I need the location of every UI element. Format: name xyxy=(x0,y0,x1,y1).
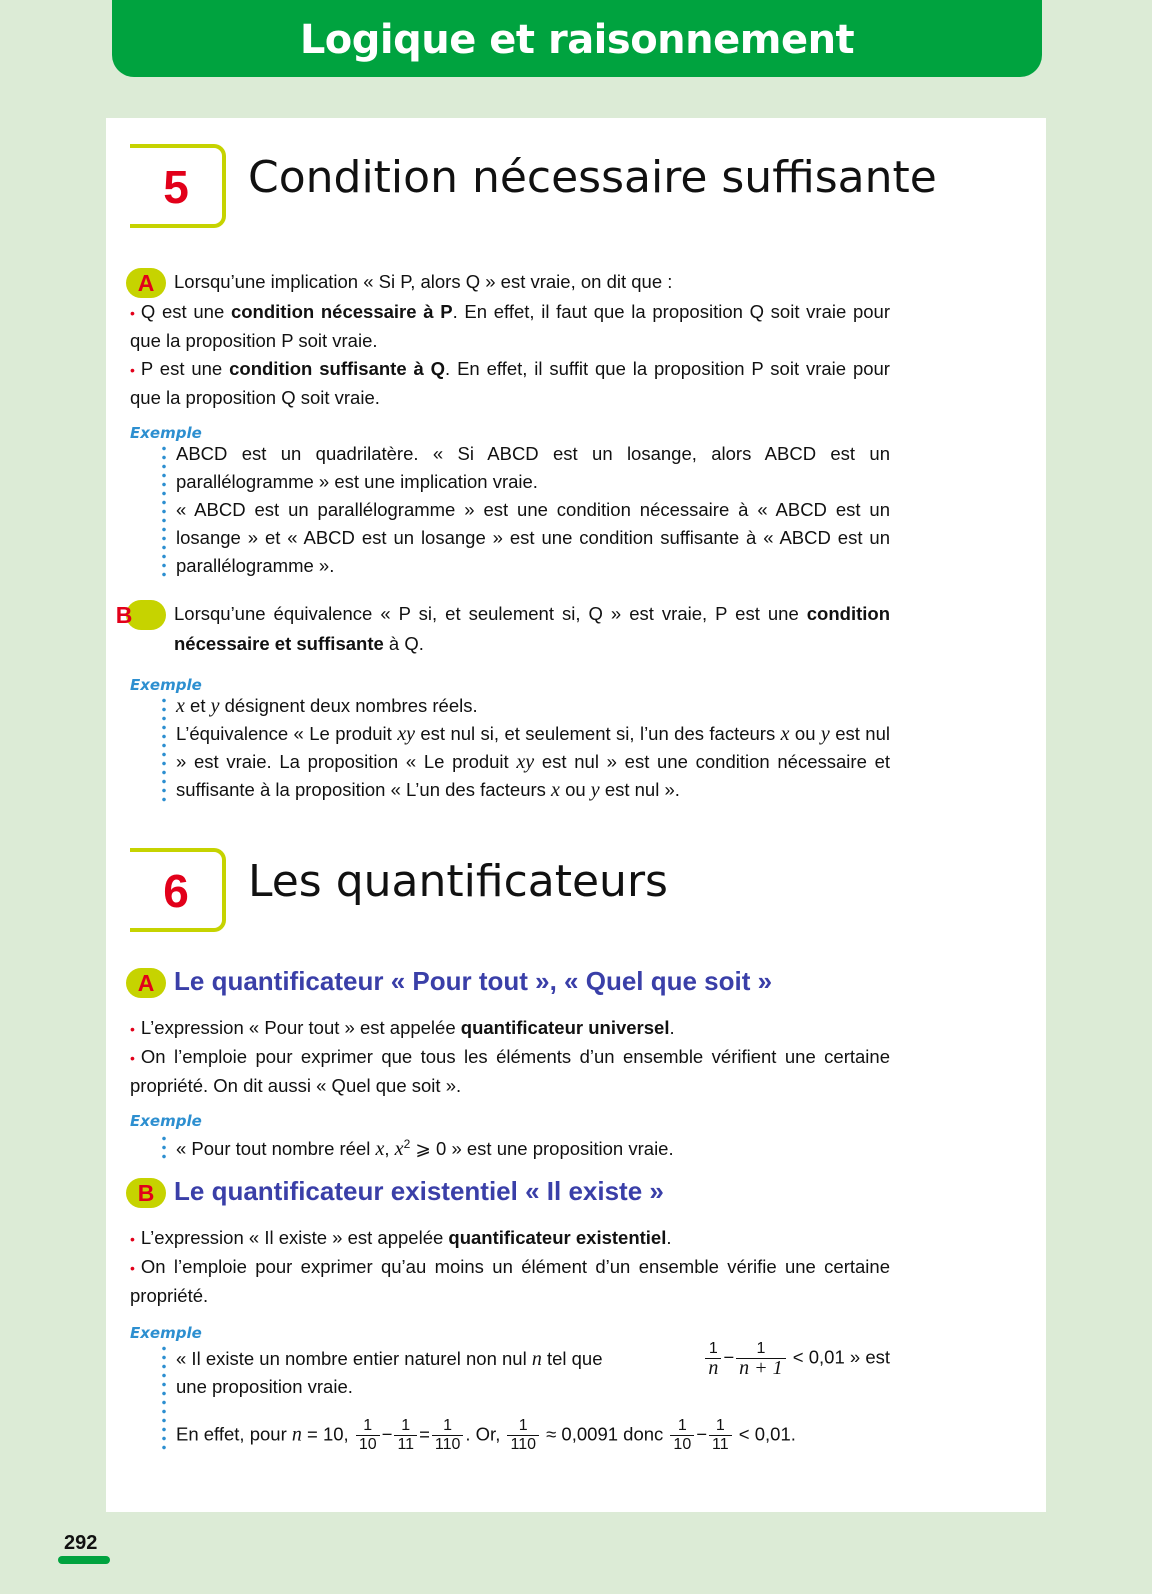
exemple-line: ABCD est un quadrilatère. « Si ABCD est un losange, alors ABCD est un parallélogramme » est une implication vraie. xyxy=(176,443,890,492)
section-5a-text xyxy=(130,268,890,412)
fraction: $\frac{1}{n}$ xyxy=(705,1340,721,1377)
section-title: Les quantificateurs xyxy=(248,856,668,907)
section-title: Condition nécessaire suffisante xyxy=(248,152,937,203)
chapter-title: Logique et raisonnement xyxy=(299,17,855,63)
dotted-rule xyxy=(162,1134,166,1161)
exemple-label: Exemple xyxy=(130,1324,202,1342)
fraction: $\frac{1}{11}$ xyxy=(394,1417,417,1454)
exemple-line: x et y désignent deux nombres réels. xyxy=(176,695,478,717)
intro-text: Lorsqu’une implication « Si P, alors Q » est vraie, on dit que : xyxy=(174,271,673,292)
dotted-rule xyxy=(162,444,166,578)
badge-a: A xyxy=(126,968,166,998)
exemple-line: En effet, pour n = 10, $\frac{1}{10}$ − $\frac{1}{11}$ = $\frac{1}{110}$ . Or, $\frac{1}{110}$ ≈ 0,0091 donc $\frac{1}{10}$ − $\frac{1}{11}$ < 0,01. xyxy=(176,1417,796,1453)
section-6b-text xyxy=(130,1224,890,1310)
exemple-line: une proposition vraie. xyxy=(176,1376,353,1397)
bullet-item: • L’expression « Il existe » est appelée quantificateur existentiel. xyxy=(130,1227,672,1248)
section-number: 5 xyxy=(130,144,226,228)
exemple-block xyxy=(176,1130,890,1163)
page-number-underline xyxy=(58,1556,110,1564)
bullet-item: • On l’emploie pour exprimer qu’au moins un élément d’un ensemble vérifie une certaine propriété. xyxy=(130,1256,890,1306)
content-panel xyxy=(106,118,1046,1512)
fraction: $\frac{1}{110}$ xyxy=(507,1417,539,1454)
dotted-rule xyxy=(162,1344,166,1452)
badge-b: B xyxy=(126,600,166,630)
exemple-line: « Pour tout nombre réel x, $x^2$ ⩾ 0 » est une proposition vraie. xyxy=(176,1137,674,1161)
exemple-line: « Il existe un nombre entier naturel non nul n tel que $\frac{1}{n}$ − $\frac{1}{n + 1}$ < 0,01 » est xyxy=(176,1340,890,1379)
fraction: $\frac{1}{11}$ xyxy=(709,1417,732,1454)
bullet-icon: • xyxy=(130,1050,135,1066)
bullet-icon: • xyxy=(130,1260,135,1276)
exemple-block xyxy=(176,440,890,580)
bullet-item: • Q est une condition nécessaire à P. En effet, il faut que la proposition Q soit vraie pour que la proposition P soit vraie. xyxy=(130,301,890,352)
bullet-item: • P est une condition suffisante à Q. En effet, il suffit que la proposition P soit vraie pour que la proposition Q soit vraie. xyxy=(130,358,890,409)
subsection-6a-title: A Le quantificateur « Pour tout », « Quel que soit » xyxy=(130,966,772,998)
section-number: 6 xyxy=(130,848,226,932)
section-6a-text xyxy=(130,1014,890,1100)
bullet-icon: • xyxy=(130,362,135,379)
section-5-header xyxy=(130,144,937,224)
exemple-block xyxy=(176,1340,890,1454)
fraction: $\frac{1}{110}$ xyxy=(432,1417,464,1454)
dotted-rule xyxy=(162,696,166,802)
bullet-icon: • xyxy=(130,1021,135,1037)
bullet-item: • On l’emploie pour exprimer que tous les éléments d’un ensemble vérifient une certaine propriété. On dit aussi « Quel que soit ». xyxy=(130,1046,890,1096)
bullet-icon: • xyxy=(130,305,135,322)
exemple-label: Exemple xyxy=(130,424,202,442)
section-5b-text: B Lorsqu’une équivalence « P si, et seulement si, Q » est vraie, P est une condition nécessaire et suffisante à Q. xyxy=(115,602,890,655)
badge-a: A xyxy=(126,268,166,298)
exemple-block xyxy=(176,692,890,804)
bullet-item: • L’expression « Pour tout » est appelée quantificateur universel. xyxy=(130,1017,675,1038)
section-6-header xyxy=(130,848,930,928)
chapter-banner xyxy=(112,0,1042,77)
page-number: 292 xyxy=(64,1532,98,1554)
bullet-icon: • xyxy=(130,1231,135,1247)
badge-b: B xyxy=(126,1178,166,1208)
exemple-line: « ABCD est un parallélogramme » est une condition nécessaire à « ABCD est un losange » et « ABCD est un losange » est une condition suffisante à « ABCD est un parallélogramme ». xyxy=(176,499,890,576)
exemple-label: Exemple xyxy=(130,676,202,694)
fraction: $\frac{1}{10}$ xyxy=(670,1417,694,1454)
fraction: $\frac{1}{10}$ xyxy=(356,1417,380,1454)
exemple-label: Exemple xyxy=(130,1112,202,1130)
subsection-6b-title: B Le quantificateur existentiel « Il existe » xyxy=(130,1176,664,1208)
fraction: $\frac{1}{n + 1}$ xyxy=(736,1340,786,1377)
exemple-line: L’équivalence « Le produit xy est nul si, et seulement si, l’un des facteurs x ou y est nul » est vraie. La proposition « Le produit xy est nul » est une condition nécessaire et suffisante à la proposition « L’un des facteurs x ou y est nul ». xyxy=(176,723,890,801)
